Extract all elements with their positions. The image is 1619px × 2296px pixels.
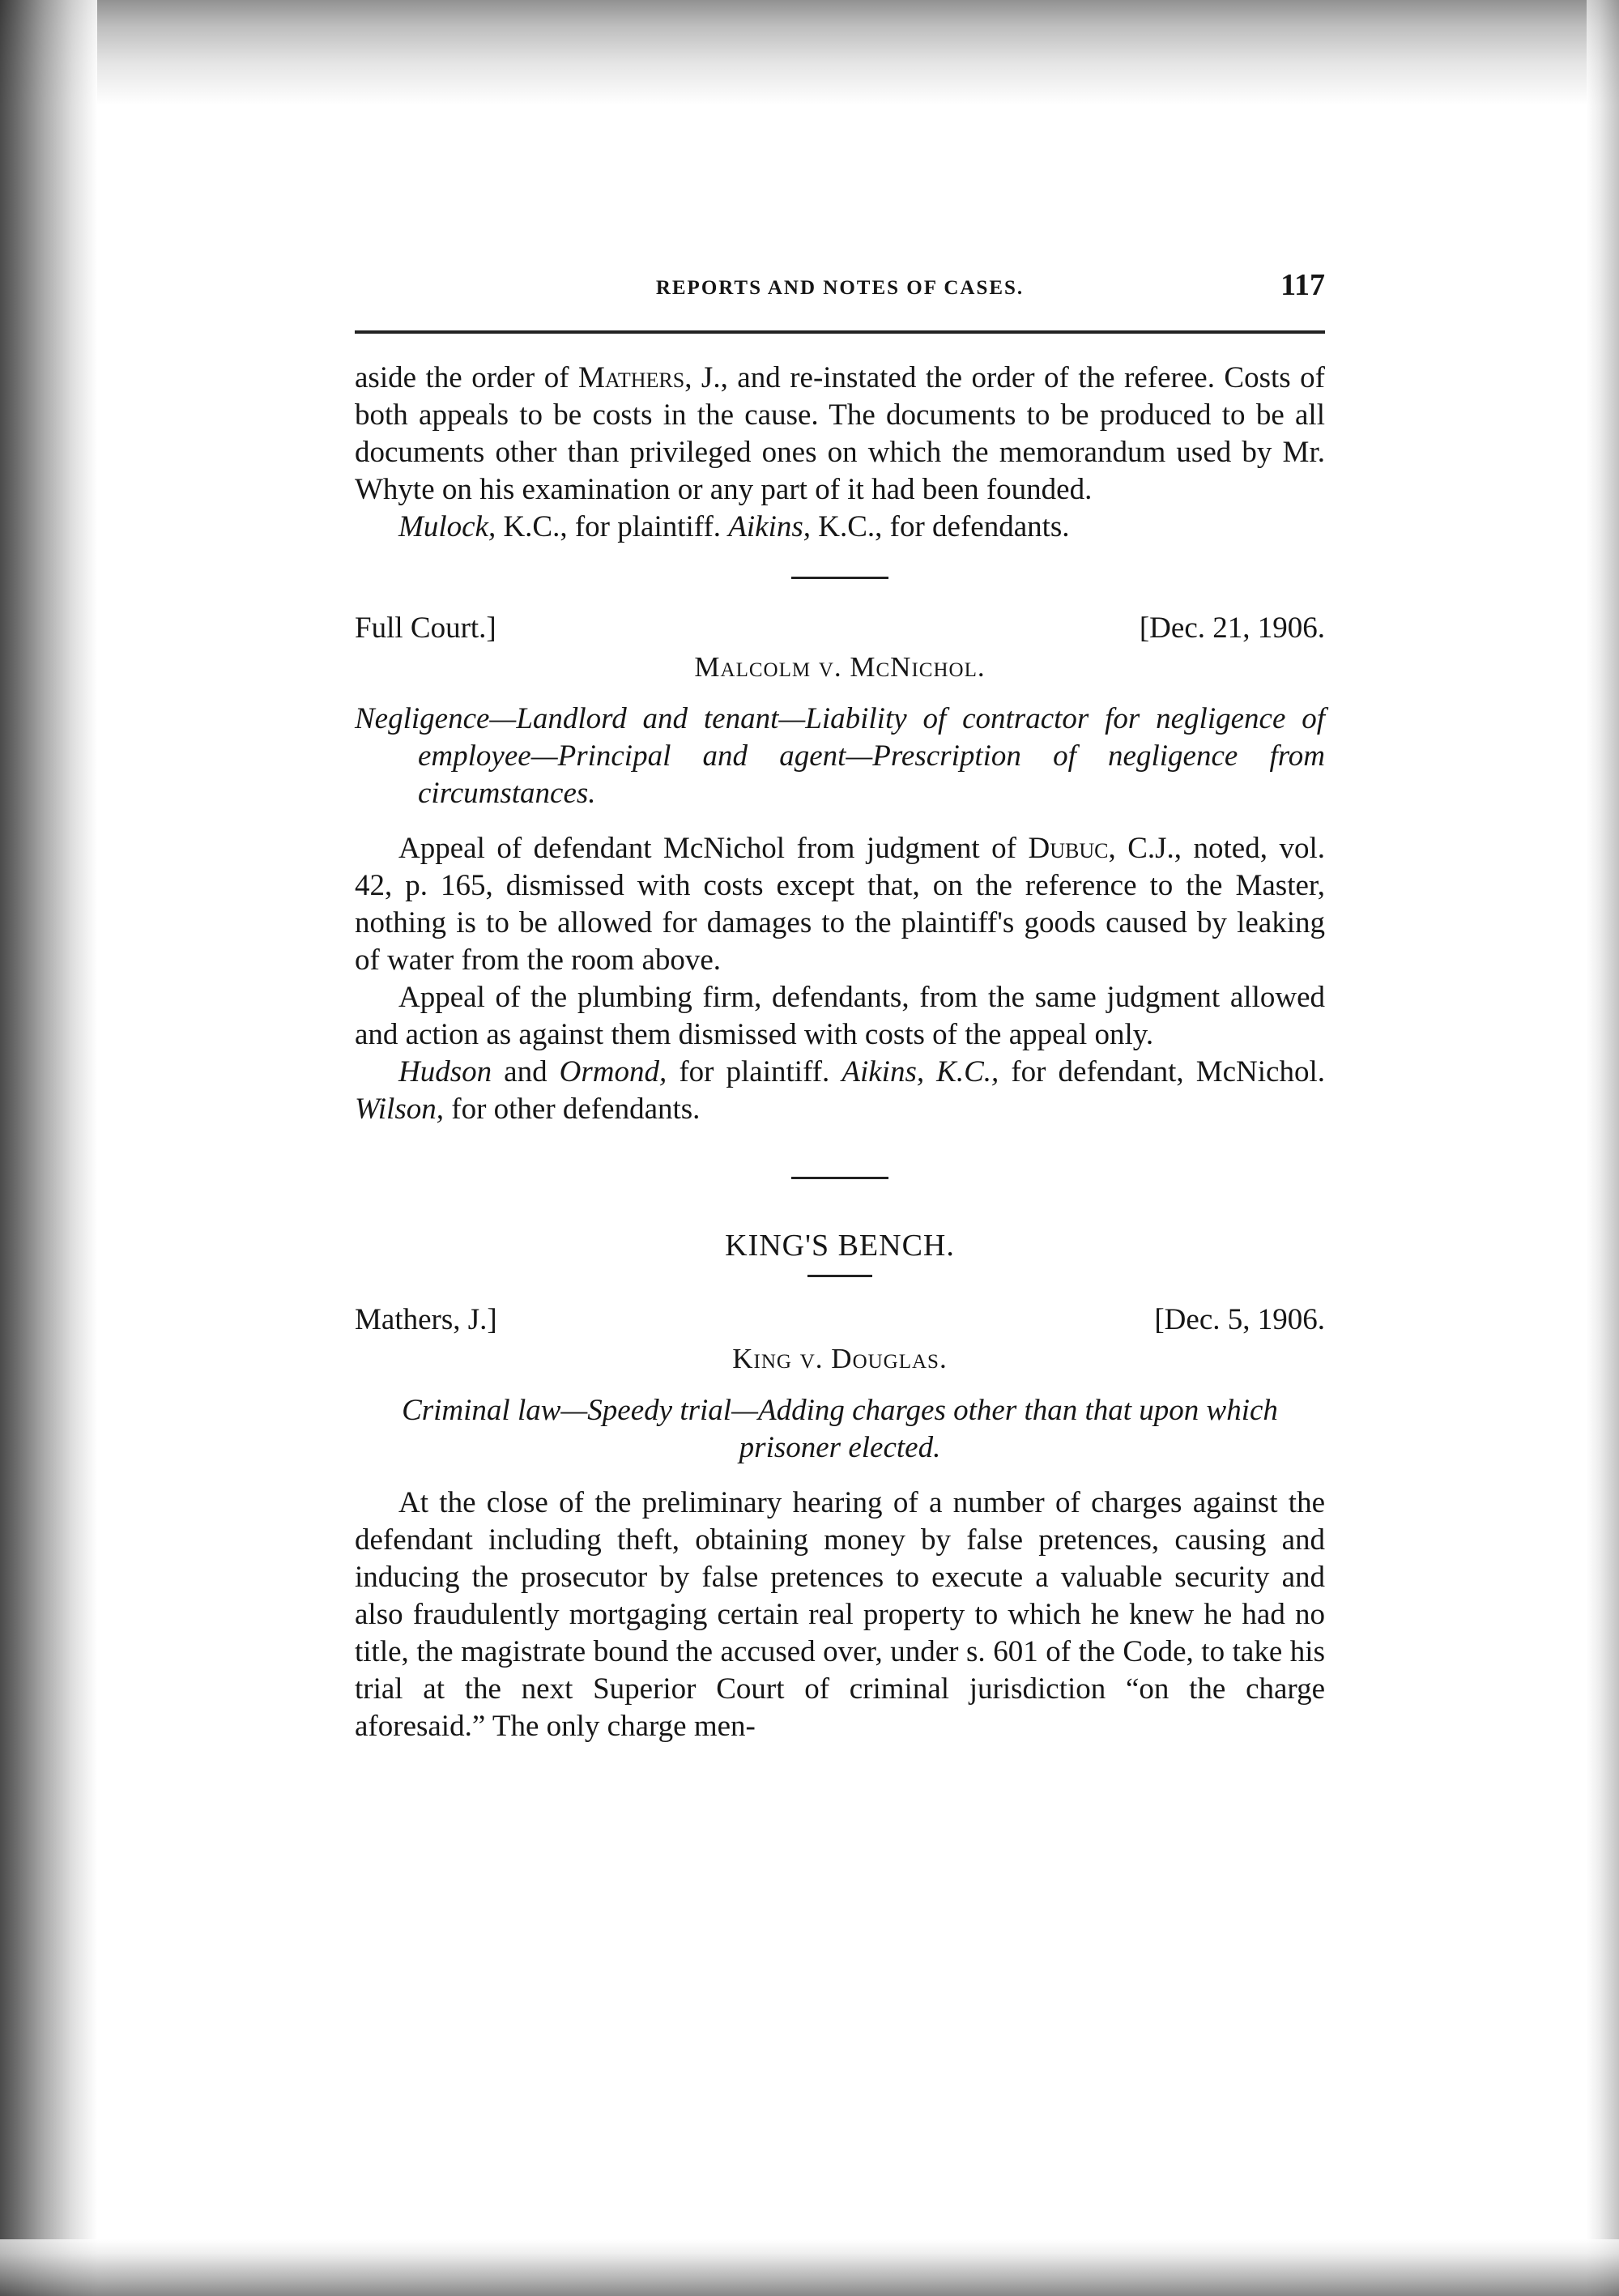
counsel-line (355, 509, 1325, 546)
headnote: Criminal law—Speedy trial—Adding charges other than that upon which prisoner elected. (402, 1394, 1278, 1464)
continuation-paragraph (355, 360, 1325, 509)
court-label: Mathers, J.] (355, 1303, 497, 1336)
scan-shadow-top (0, 0, 1619, 105)
decision-date: [Dec. 5, 1906. (1154, 1303, 1325, 1336)
section-divider (791, 577, 888, 579)
court-label: Full Court.] (355, 611, 496, 645)
scan-shadow-right (1587, 0, 1619, 2296)
text-run: for plaintiff. (667, 1055, 842, 1088)
section-title: KING'S BENCH. (725, 1229, 955, 1263)
counsel-line (355, 1054, 1325, 1128)
court-date-line (355, 610, 1325, 649)
text-run: , C.J., noted, vol. 42, p. 165, dismissed with costs except that, on the reference to the Master, nothing is to be allowed for damages to the plaintiff's goods caused by leaking of water from the room above. (355, 832, 1325, 977)
text-run: K.C., for defendants. (811, 510, 1070, 543)
case-paragraph (355, 830, 1325, 979)
counsel-name: Mulock, (398, 510, 496, 543)
text-run: and (492, 1055, 560, 1088)
page-number: 117 (1280, 268, 1325, 302)
judge-name: Dubuc (1028, 832, 1109, 865)
running-head (355, 259, 1325, 316)
case-name: Malcolm v. McNichol. (694, 651, 986, 683)
section-title-rule (807, 1275, 872, 1277)
counsel-name: Hudson (398, 1055, 492, 1088)
decision-date: [Dec. 21, 1906. (1139, 611, 1325, 645)
case-name: King v. Douglas. (732, 1343, 948, 1374)
text-run: aside the order of (355, 361, 579, 394)
running-title: REPORTS AND NOTES OF CASES. (655, 277, 1025, 299)
counsel-name: Aikins, K.C., (841, 1055, 999, 1088)
document-page (355, 259, 1325, 1745)
scan-shadow-left (0, 0, 97, 2296)
text-run: , J., and re-instated the order of the referee. Costs of both appeals to be costs in the cause. The documents to be produced to be all documents other than privileged ones on which the memorandum used by Mr. Whyte on his examination or any part of it had been founded. (355, 361, 1325, 506)
scan-shadow-bottom (0, 2239, 1619, 2296)
header-rule (355, 330, 1325, 334)
text-run: for defendant, McNichol. (999, 1055, 1325, 1088)
section-divider (791, 1177, 888, 1179)
text-run: K.C., for plaintiff. (496, 510, 729, 543)
text-run: for other defendants. (444, 1093, 701, 1126)
counsel-name: Wilson, (355, 1093, 444, 1126)
court-date-line (355, 1301, 1325, 1340)
headnote: Negligence—Landlord and tenant—Liability of contractor for negligence of employee—Principal and agent—Prescription of negligence from circumstances. (355, 702, 1325, 810)
counsel-name: Ormond, (559, 1055, 667, 1088)
case-paragraph: At the close of the preliminary hearing of a number of charges against the defendant including theft, obtaining money by false pretences, causing and inducing the prosecutor by false pretences to execute a valuable security and also fraudulently mortgaging certain real property to which he knew he had no title, the magistrate bound the accused over, under s. 601 of the Code, to take his trial at the next Superior Court of criminal jurisdiction “on the charge aforesaid.” The only charge men- (355, 1486, 1325, 1743)
counsel-name: Aikins, (728, 510, 811, 543)
judge-name: Mathers (578, 361, 685, 394)
case-paragraph: Appeal of the plumbing firm, defendants, from the same judgment allowed and action as against them dismissed with costs of the appeal only. (355, 981, 1325, 1051)
text-run: Appeal of defendant McNichol from judgment of (398, 832, 1029, 865)
